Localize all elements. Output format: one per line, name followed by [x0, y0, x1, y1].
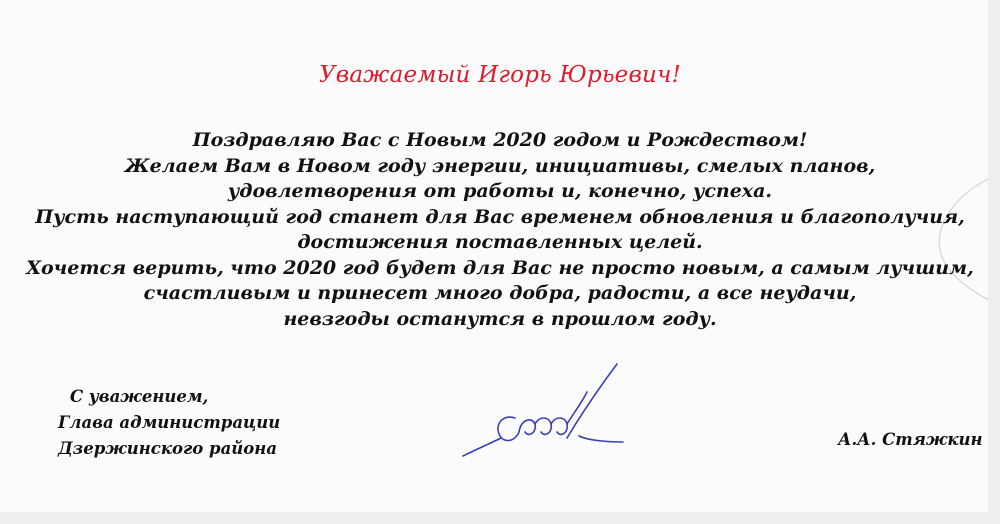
body-line: Поздравляю Вас с Новым 2020 годом и Рождеством! [192, 129, 808, 151]
closing-block [58, 384, 280, 462]
body-line: счастливым и принесет много добра, радости, а все неудачи, [143, 282, 857, 304]
scan-edge-right [988, 0, 1000, 524]
closing-line: Глава администрации [58, 413, 281, 432]
greeting-heading: Уважаемый Игорь Юрьевич! [318, 62, 682, 88]
body-line: Пусть наступающий год станет для Вас временем обновления и благополучия, [35, 205, 965, 228]
signer-name: А.А. Стяжкин [838, 430, 983, 449]
body-line: Желаем Вам в Новом году энергии, инициативы, смелых планов, [124, 154, 876, 177]
body-line: Хочется верить, что 2020 год будет для Вас не просто новым, а самым лучшим, [26, 256, 974, 279]
letter-body [20, 128, 980, 332]
scan-edge-bottom [0, 512, 1000, 524]
closing-line: Дзержинского района [58, 439, 278, 458]
body-line: удовлетворения от работы и, конечно, успеха. [227, 180, 773, 202]
closing-line: С уважением, [70, 387, 209, 406]
body-line: достижения поставленных целей. [297, 231, 703, 253]
body-line: невзгоды останутся в прошлом году. [283, 307, 717, 330]
handwritten-signature [455, 358, 635, 468]
